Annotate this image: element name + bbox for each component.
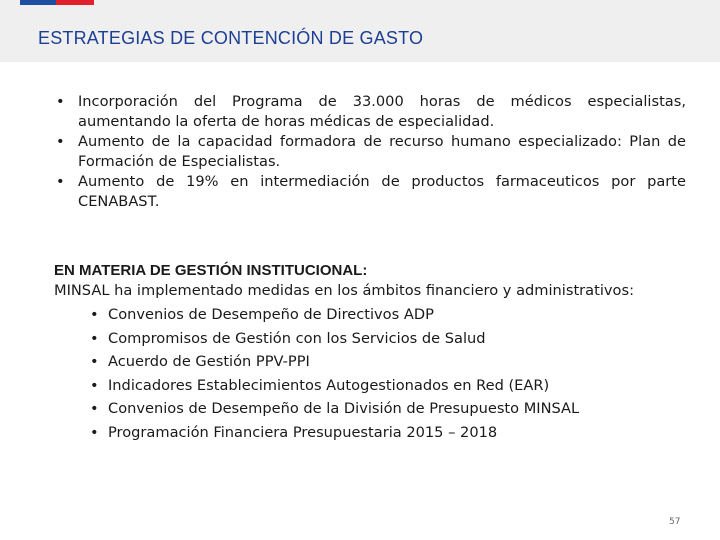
sub-bullet-item bbox=[90, 327, 674, 351]
sub-bullet-item bbox=[90, 303, 674, 327]
bullet-icon: • bbox=[90, 376, 99, 394]
bullet-icon: • bbox=[90, 400, 99, 417]
main-bullet-list bbox=[54, 92, 686, 212]
sub-bullet-item bbox=[90, 350, 674, 374]
sub-bullet-item bbox=[90, 421, 674, 445]
institutional-section bbox=[54, 261, 674, 444]
sub-bullet-text: Indicadores Establecimientos Autogestionados en Red (EAR) bbox=[108, 376, 550, 394]
flag-stripe-red bbox=[56, 0, 94, 5]
bullet-item bbox=[54, 172, 686, 212]
bullet-item bbox=[54, 132, 686, 172]
section-heading: EN MATERIA DE GESTIÓN INSTITUCIONAL: bbox=[54, 262, 368, 279]
page-title: ESTRATEGIAS DE CONTENCIÓN DE GASTO bbox=[38, 28, 424, 48]
sub-bullet-text: Convenios de Desempeño de Directivos ADP bbox=[108, 306, 434, 323]
bullet-text: Aumento de la capacidad formadora de recurso humano especializado: Plan de Formación de Especialistas. bbox=[78, 133, 686, 170]
bullet-icon: • bbox=[90, 353, 99, 370]
bullet-icon: • bbox=[56, 133, 65, 150]
flag-stripe-blue bbox=[20, 0, 56, 5]
bullet-icon: • bbox=[90, 329, 99, 347]
sub-bullet-text: Acuerdo de Gestión PPV-PPI bbox=[108, 353, 310, 370]
page-number: 57 bbox=[669, 517, 681, 527]
bullet-icon: • bbox=[56, 93, 65, 110]
bullet-text: Incorporación del Programa de 33.000 horas de médicos especialistas, aumentando la oferta de horas médicas de especialidad. bbox=[78, 93, 686, 130]
bullet-text: Aumento de 19% en intermediación de productos farmaceuticos por parte CENABAST. bbox=[78, 173, 686, 210]
sub-bullet-text: Compromisos de Gestión con los Servicios de Salud bbox=[108, 329, 486, 347]
section-intro: MINSAL ha implementado medidas en los ámbitos financiero y administrativos: bbox=[54, 282, 634, 299]
header-bar bbox=[0, 0, 720, 62]
sub-bullet-text: Programación Financiera Presupuestaria 2015 – 2018 bbox=[108, 423, 498, 441]
sub-bullet-item bbox=[90, 397, 674, 421]
bullet-item bbox=[54, 92, 686, 132]
bullet-icon: • bbox=[56, 173, 65, 190]
sub-bullet-list bbox=[54, 303, 674, 444]
sub-bullet-item bbox=[90, 374, 674, 398]
sub-bullet-text: Convenios de Desempeño de la División de Presupuesto MINSAL bbox=[108, 400, 580, 417]
bullet-icon: • bbox=[90, 306, 99, 323]
bullet-icon: • bbox=[90, 423, 99, 441]
